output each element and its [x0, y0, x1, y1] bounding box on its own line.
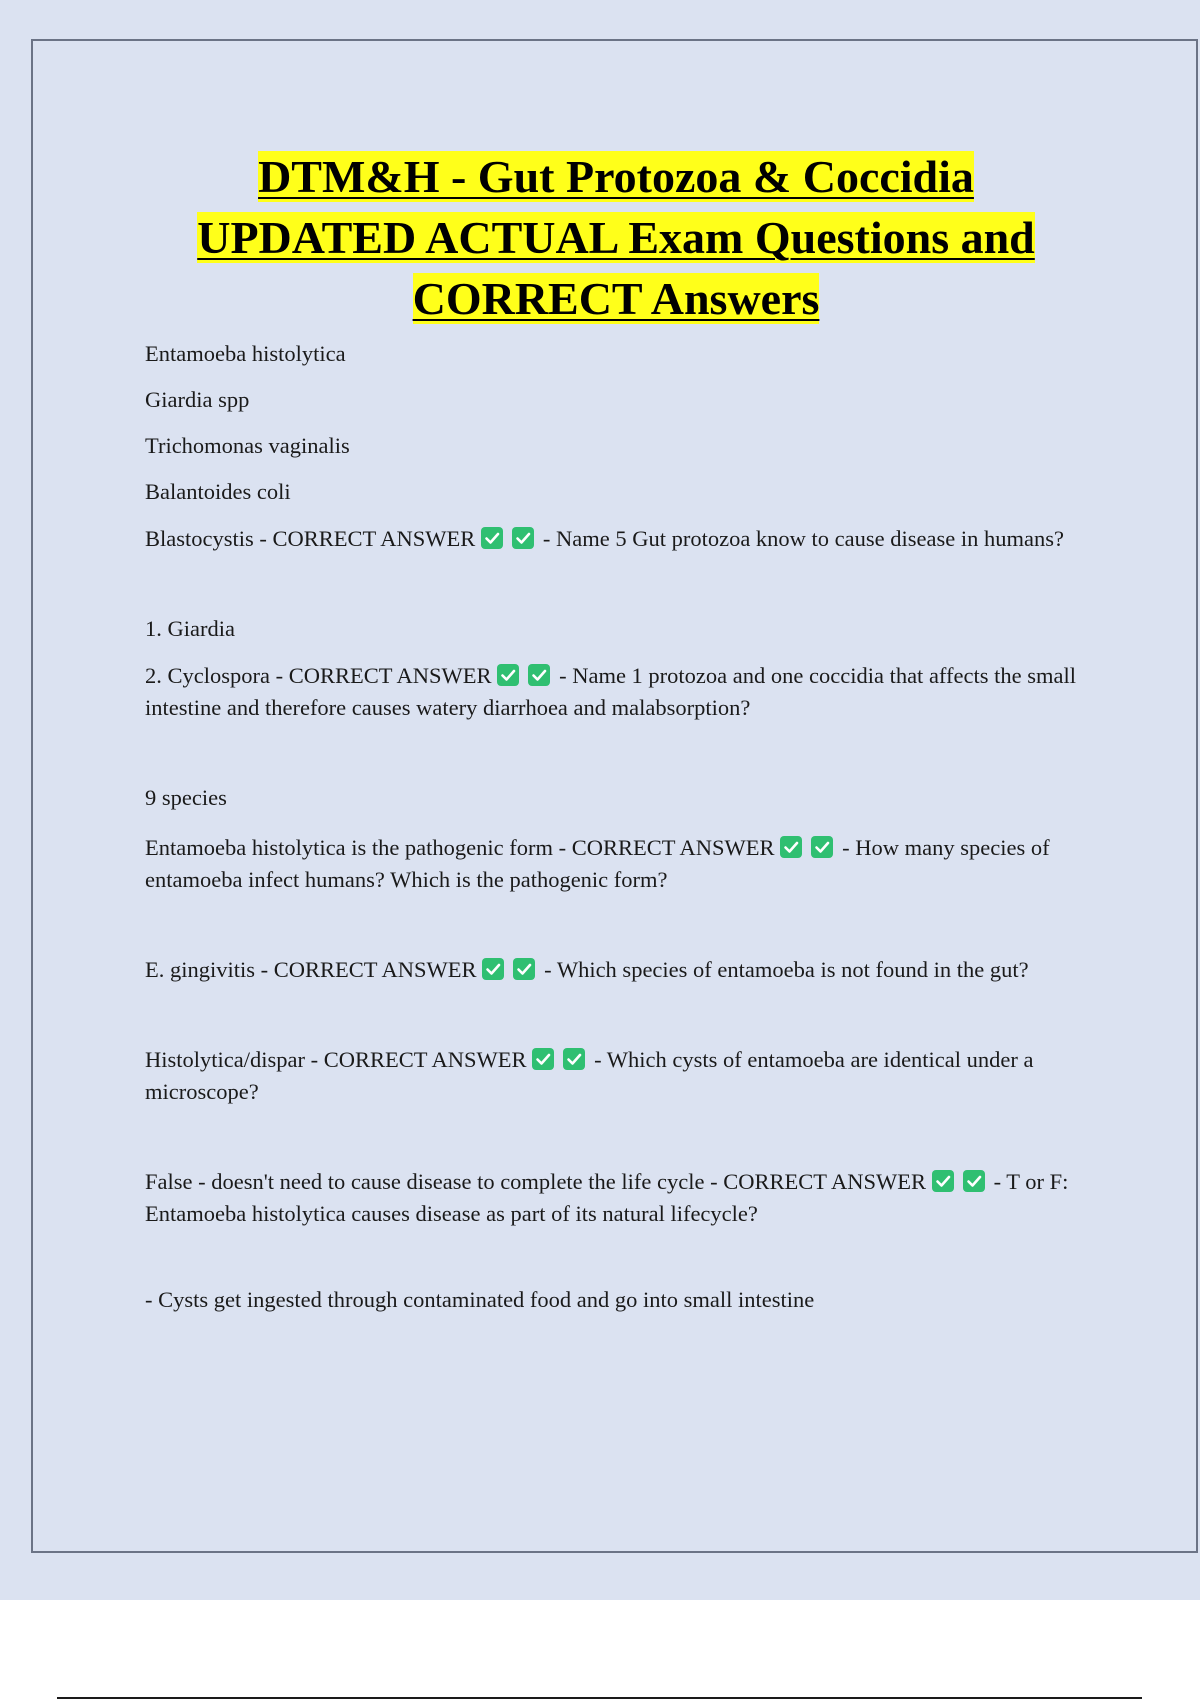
question-text: - Name 5 Gut protozoa know to cause disease in humans? [542, 526, 1064, 551]
qa-item-5 [145, 1044, 1100, 1108]
check-mark-icon [563, 1048, 585, 1070]
document-body [145, 338, 1100, 1316]
title-line-1: DTM&H - Gut Protozoa & Coccidia [258, 151, 974, 202]
check-mark-icon [811, 836, 833, 858]
check-mark-icon [932, 1170, 954, 1192]
check-mark-icon [963, 1170, 985, 1192]
check-mark-icon [532, 1048, 554, 1070]
answer-text: 2. Cyclospora - CORRECT ANSWER [145, 663, 492, 688]
qa-item-3 [145, 832, 1100, 896]
answer-text: Blastocystis - CORRECT ANSWER [145, 526, 476, 551]
check-mark-icon [513, 958, 535, 980]
question-text: - Which cysts of entamoeba are identical under a microscope? [145, 1047, 1034, 1104]
text-line-trichomonas: Trichomonas vaginalis [145, 433, 350, 458]
check-mark-icon [780, 836, 802, 858]
check-mark-icon [528, 664, 550, 686]
check-mark-icon [497, 664, 519, 686]
answer-intro-line: 9 species [145, 785, 227, 810]
title-line-3: CORRECT Answers [412, 273, 820, 324]
answer-text: Entamoeba histolytica is the pathogenic form - CORRECT ANSWER [145, 835, 775, 860]
question-text: - Name 1 protozoa and one coccidia that affects the small intestine and therefore causes watery diarrhoea and malabsorption? [145, 663, 1076, 720]
answer-intro-line: 1. Giardia [145, 616, 235, 641]
qa-item-1 [145, 523, 1100, 555]
check-mark-icon [482, 958, 504, 980]
answer-text: False - doesn't need to cause disease to complete the life cycle - CORRECT ANSWER [145, 1169, 926, 1194]
qa-item-6 [145, 1166, 1100, 1230]
check-mark-icon [512, 527, 534, 549]
text-line-cysts: - Cysts get ingested through contaminated food and go into small intestine [145, 1287, 815, 1312]
qa-item-4 [145, 954, 1100, 986]
answer-text: E. gingivitis - CORRECT ANSWER [145, 957, 477, 982]
check-mark-icon [481, 527, 503, 549]
text-line-giardia: Giardia spp [145, 387, 250, 412]
text-line-balantoides: Balantoides coli [145, 479, 291, 504]
question-text: - T or F: Entamoeba histolytica causes disease as part of its natural lifecycle? [145, 1169, 1069, 1226]
text-line-entamoeba: Entamoeba histolytica [145, 341, 346, 366]
footer-rule [57, 1697, 1142, 1699]
qa-item-2 [145, 660, 1100, 724]
answer-text: Histolytica/dispar - CORRECT ANSWER [145, 1047, 527, 1072]
question-text: - How many species of entamoeba infect humans? Which is the pathogenic form? [145, 835, 1050, 892]
question-text: - Which species of entamoeba is not found in the gut? [544, 957, 1029, 982]
title-line-2: UPDATED ACTUAL Exam Questions and [197, 212, 1035, 263]
document-title [120, 146, 1112, 329]
